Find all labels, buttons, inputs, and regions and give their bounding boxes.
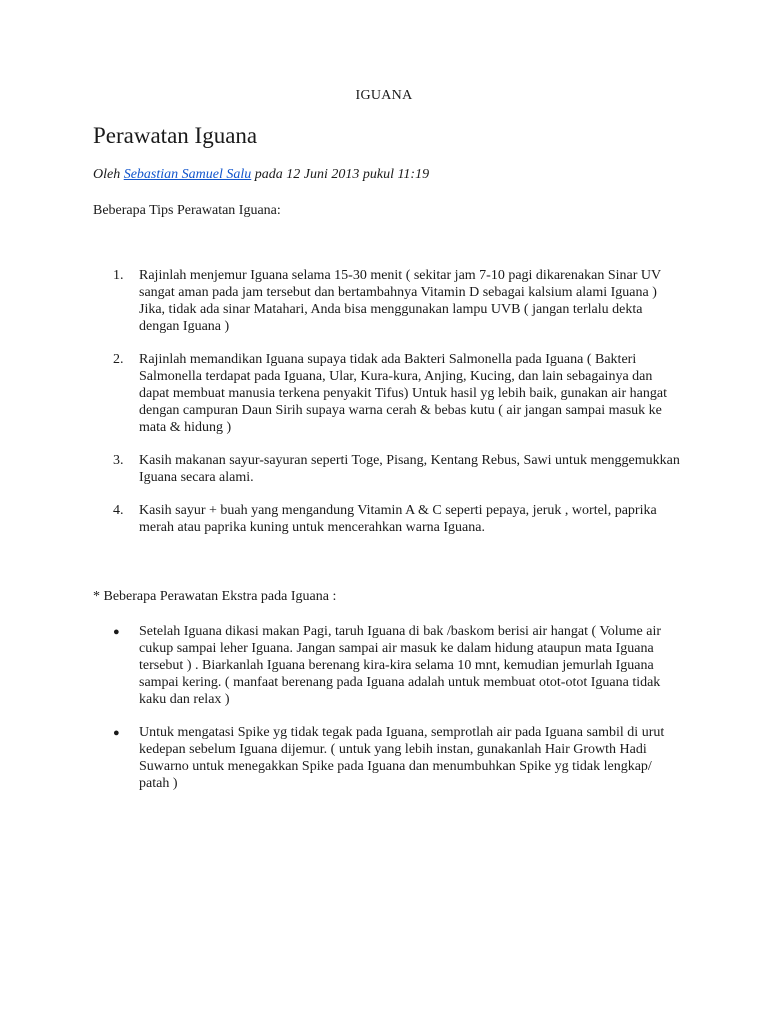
- byline-date: pada 12 Juni 2013 pukul 11:19: [251, 167, 430, 182]
- list-item: [113, 351, 683, 436]
- author-link[interactable]: Sebastian Samuel Salu: [123, 167, 252, 182]
- list-item-text: Rajinlah menjemur Iguana selama 15-30 menit ( sekitar jam 7-10 pagi dikarenakan Sinar UV sangat aman pada jam tersebut dan bertambahnya Vitamin D sebagai kalsium alami Iguana ) Jika, tidak ada sinar Matahari, Anda bisa menggunakan lampu UVB ( jangan terlalu dekta dengan Iguana ): [139, 268, 661, 334]
- list-number: 3.: [113, 453, 124, 468]
- bullet-icon: ●: [113, 626, 120, 638]
- list-item-text: Kasih makanan sayur-sayuran seperti Toge, Pisang, Kentang Rebus, Sawi untuk menggemukkan Iguana secara alami.: [139, 453, 680, 485]
- list-item: [113, 452, 683, 486]
- list-item-text: Untuk mengatasi Spike yg tidak tegak pada Iguana, semprotlah air pada Iguana sambil di urut kedepan sebelum Iguana dijemur. ( untuk yang lebih instan, gunakanlah Hair Growth Hadi Suwarno untuk menegakkan Spike pada Iguana dan menumbuhkan Spike yg tidak lengkap/ patah ): [139, 725, 665, 791]
- extra-care-heading: * Beberapa Perawatan Ekstra pada Iguana :: [93, 589, 337, 604]
- document-header: IGUANA: [355, 88, 413, 103]
- article-title: Perawatan Iguana: [93, 123, 258, 148]
- list-item-text: Kasih sayur + buah yang mengandung Vitamin A & C seperti pepaya, jeruk , wortel, paprika merah atau paprika kuning untuk mencerahkan warna Iguana.: [139, 503, 657, 535]
- tips-list: [113, 267, 683, 552]
- list-item-text: Rajinlah memandikan Iguana supaya tidak ada Bakteri Salmonella pada Iguana ( Bakteri Salmonella terdapat pada Iguana, Ular, Kura-kura, Anjing, Kucing, dan lain sebagainya dan dapat membuat manusia terkena penyakit Tifus) Untuk hasil yg lebih baik, gunakan air hangat dengan campuran Daun Sirih supaya warna cerah & bebas kutu ( air jangan sampai masuk ke mata & hidung ): [139, 352, 667, 435]
- list-item-text: Setelah Iguana dikasi makan Pagi, taruh Iguana di bak /baskom berisi air hangat ( Volume air cukup sampai leher Iguana. Jangan sampai air masuk ke dalam hidung ataupun mata Iguana tersebut ) . Biarkanlah Iguana berenang kira-kira selama 10 mnt, kemudian jemurlah Iguana sampai kering. ( manfaat berenang pada Iguana adalah untuk membuat otot-otot Iguana tidak kaku dan relax ): [139, 624, 662, 707]
- byline-prefix: Oleh: [93, 167, 124, 182]
- intro-text: Beberapa Tips Perawatan Iguana:: [93, 203, 281, 218]
- byline: [93, 165, 429, 185]
- extra-care-list: [113, 623, 683, 808]
- list-item: [113, 502, 683, 536]
- list-item: [113, 623, 683, 708]
- list-item: [113, 267, 683, 335]
- list-item: [113, 724, 683, 792]
- bullet-icon: ●: [113, 727, 120, 739]
- list-number: 4.: [113, 503, 124, 518]
- list-number: 1.: [113, 268, 124, 283]
- list-number: 2.: [113, 352, 124, 367]
